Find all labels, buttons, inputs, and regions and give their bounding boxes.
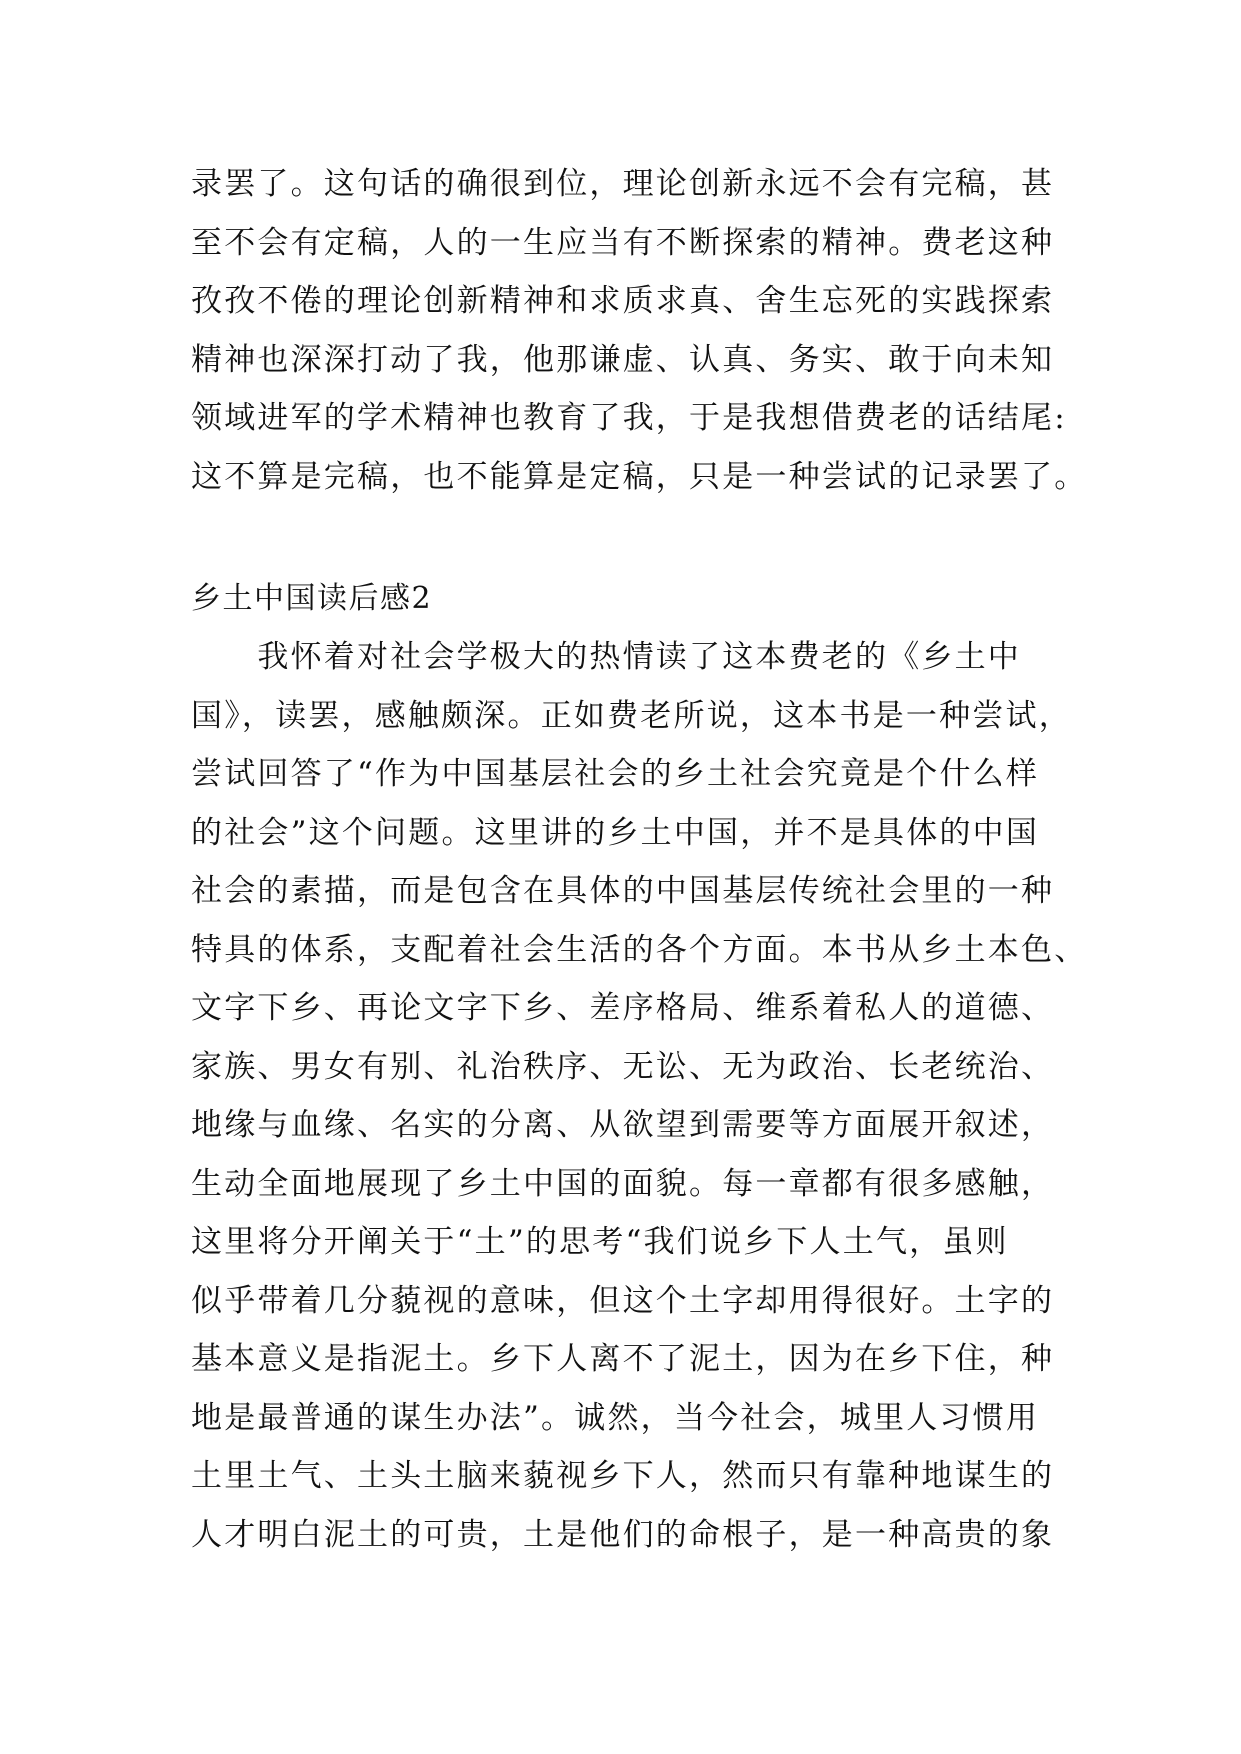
section-heading [191,570,1071,629]
text-line: 人才明白泥土的可贵，土是他们的命根子，是一种高贵的象 [191,1516,1055,1553]
text-line: 基本意义是指泥土。乡下人离不了泥土，因为在乡下住，种 [191,1341,1055,1377]
paragraph-continued [191,155,1088,506]
text-line: 地是最普通的谋生办法”。诚然，当今社会，城里人习惯用 [191,1399,1040,1436]
text-line: 领域进军的学术精神也教育了我，于是我想借费老的话结尾: [191,400,1067,436]
text-line: 至不会有定稿，人的一生应当有不断探索的精神。费老这种 [191,224,1055,261]
text-line: 文字下乡、再论文字下乡、差序格局、维系着私人的道德、 [191,990,1055,1026]
text-line: 精神也深深打动了我，他那谦虚、认真、务实、敢于向未知 [191,341,1055,378]
text-line: 社会的素描，而是包含在具体的中国基层传统社会里的一种 [191,873,1055,909]
text-line: 孜孜不倦的理论创新精神和求质求真、舍生忘死的实践探索 [191,283,1055,319]
text-line: 这里将分开阐关于“土”的思考“我们说乡下人土气，虽则 [191,1224,1009,1260]
text-line: 特具的体系，支配着社会生活的各个方面。本书从乡土本色、 [191,931,1088,968]
text-line: 的社会”这个问题。这里讲的乡土中国，并不是具体的中国 [191,814,1040,851]
text-line: 家族、男女有别、礼治秩序、无讼、无为政治、长老统治、 [191,1048,1055,1085]
text-line: 我怀着对社会学极大的热情读了这本费老的《乡土中 [191,639,1021,675]
section-title: 乡土中国读后感2 [191,581,433,616]
text-line: 土里土气、土头土脑来藐视乡下人，然而只有靠种地谋生的 [191,1458,1055,1494]
text-line: 录罢了。这句话的确很到位，理论创新永远不会有完稿，甚 [191,166,1055,202]
text-line: 生动全面地展现了乡土中国的面貌。每一章都有很多感触， [191,1165,1055,1202]
text-line: 这不算是完稿，也不能算是定稿，只是一种尝试的记录罢了。 [191,458,1088,495]
text-line: 国》，读罢，感触颇深。正如费老所说，这本书是一种尝试， [191,697,1072,734]
paragraph-body [191,628,1088,1564]
text-line: 地缘与血缘、名实的分离、从欲望到需要等方面展开叙述， [191,1107,1055,1143]
text-line: 似乎带着几分藐视的意味，但这个土字却用得很好。土字的 [191,1282,1055,1319]
text-line: 尝试回答了“作为中国基层社会的乡土社会究竟是个什么样 [191,756,1040,792]
